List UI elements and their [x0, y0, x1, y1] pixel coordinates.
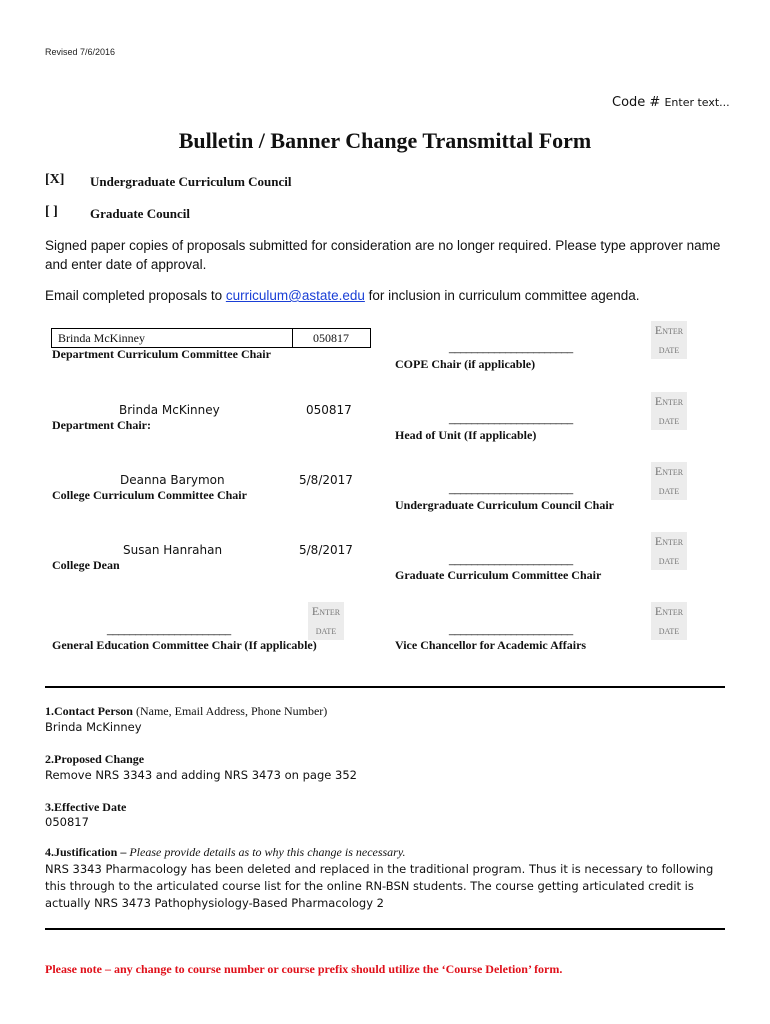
contact-heading-sub: (Name, Email Address, Phone Number): [135, 704, 328, 718]
gcc-chair-role: Graduate Curriculum Committee Chair: [395, 568, 602, 582]
date-label: date: [658, 553, 680, 567]
enter-label: Enter: [654, 464, 684, 478]
dept-committee-chair-role: Department Curriculum Committee Chair: [52, 347, 271, 361]
council-graduate-label: Graduate Council: [90, 206, 191, 221]
ucc-chair-enter-date[interactable]: [651, 462, 687, 500]
enter-label: Enter: [654, 604, 684, 618]
proposed-change-value[interactable]: Remove NRS 3343 and adding NRS 3473 on page 352: [45, 768, 357, 782]
date-label: date: [658, 413, 680, 427]
dept-chair-name[interactable]: Brinda McKinney: [119, 403, 220, 417]
justification-heading-label: 4.Justification –: [45, 845, 127, 859]
date-label: date: [658, 623, 680, 637]
effective-date-value[interactable]: 050817: [45, 815, 89, 829]
council-undergraduate-label: Undergraduate Curriculum Council: [90, 174, 292, 189]
section-divider-top: [45, 686, 725, 688]
college-dean-role: College Dean: [52, 558, 120, 572]
enter-label: Enter: [654, 534, 684, 548]
enter-label: Enter: [654, 394, 684, 408]
head-of-unit-signature-line[interactable]: ______________________: [449, 413, 573, 425]
ucc-chair-role: Undergraduate Curriculum Council Chair: [395, 498, 614, 512]
gen-ed-chair-signature-line[interactable]: ______________________: [107, 624, 231, 636]
enter-label: Enter: [654, 323, 684, 337]
dept-chair-role: Department Chair:: [52, 418, 151, 432]
gcc-chair-signature-line[interactable]: ______________________: [449, 554, 573, 566]
justification-heading: [45, 845, 406, 860]
dept-committee-chair-date[interactable]: 050817: [313, 331, 349, 345]
gen-ed-chair-enter-date[interactable]: [308, 602, 344, 640]
form-title: Bulletin / Banner Change Transmittal Form: [178, 128, 592, 153]
checkbox-undergraduate[interactable]: [X]: [45, 172, 65, 187]
dept-committee-chair-signature[interactable]: [51, 328, 371, 348]
head-of-unit-role: Head of Unit (If applicable): [395, 428, 537, 442]
college-committee-chair-name[interactable]: Deanna Barymon: [120, 473, 225, 487]
head-of-unit-enter-date[interactable]: [651, 392, 687, 430]
college-committee-chair-date[interactable]: 5/8/2017: [299, 473, 353, 487]
vc-academic-affairs-role: Vice Chancellor for Academic Affairs: [395, 638, 587, 652]
dept-committee-chair-name[interactable]: Brinda McKinney: [52, 329, 293, 347]
instructions-signed-copies: Signed paper copies of proposals submitted for consideration are no longer required. Please type approver name and enter date of approval.: [45, 238, 721, 272]
dept-chair-date[interactable]: 050817: [306, 403, 352, 417]
justification-value[interactable]: NRS 3343 Pharmacology has been deleted and replaced in the traditional program. Thus it is necessary to following this through to the articulated course list for the online RN-BSN students. The course getting articulated credit is actually NRS 3473 Pathophysiology-Based Pharmacology 2: [45, 862, 714, 910]
date-label: date: [658, 483, 680, 497]
vc-academic-affairs-enter-date[interactable]: [651, 602, 687, 640]
contact-person-heading: [45, 704, 327, 719]
proposed-change-heading: 2.Proposed Change: [45, 752, 145, 766]
email-suffix: for inclusion in curriculum committee agenda.: [368, 288, 640, 303]
enter-label: Enter: [311, 604, 341, 618]
gcc-chair-enter-date[interactable]: [651, 532, 687, 570]
college-dean-name[interactable]: Susan Hanrahan: [123, 543, 223, 557]
cope-chair-signature-line[interactable]: ______________________: [449, 342, 573, 354]
date-label: date: [658, 342, 680, 356]
gen-ed-chair-role: General Education Committee Chair (If applicable): [52, 638, 317, 652]
cope-chair-enter-date[interactable]: [651, 321, 687, 359]
course-deletion-note: Please note – any change to course number or course prefix should utilize the ‘Course Deletion’ form.: [45, 962, 563, 976]
date-label: date: [315, 623, 337, 637]
contact-person-value[interactable]: Brinda McKinney: [45, 720, 142, 734]
code-label: Code #: [612, 95, 661, 110]
revised-date: Revised 7/6/2016: [45, 47, 116, 57]
college-dean-date[interactable]: 5/8/2017: [299, 543, 353, 557]
email-link[interactable]: curriculum@astate.edu: [225, 288, 365, 303]
ucc-chair-signature-line[interactable]: ______________________: [449, 483, 573, 495]
vc-academic-affairs-signature-line[interactable]: ______________________: [449, 624, 573, 636]
college-committee-chair-role: College Curriculum Committee Chair: [52, 488, 247, 502]
email-prefix: Email completed proposals to: [45, 288, 223, 303]
code-input[interactable]: Enter text...: [664, 96, 730, 109]
justification-heading-sub: Please provide details as to why this change is necessary.: [129, 845, 406, 859]
instructions-email: [45, 286, 735, 305]
effective-date-heading: 3.Effective Date: [45, 800, 127, 814]
section-divider-bottom: [45, 928, 725, 930]
contact-heading-label: 1.Contact Person: [45, 704, 133, 718]
cope-chair-role: COPE Chair (if applicable): [395, 357, 536, 371]
checkbox-graduate[interactable]: [ ]: [45, 204, 58, 219]
code-field[interactable]: [612, 95, 730, 110]
